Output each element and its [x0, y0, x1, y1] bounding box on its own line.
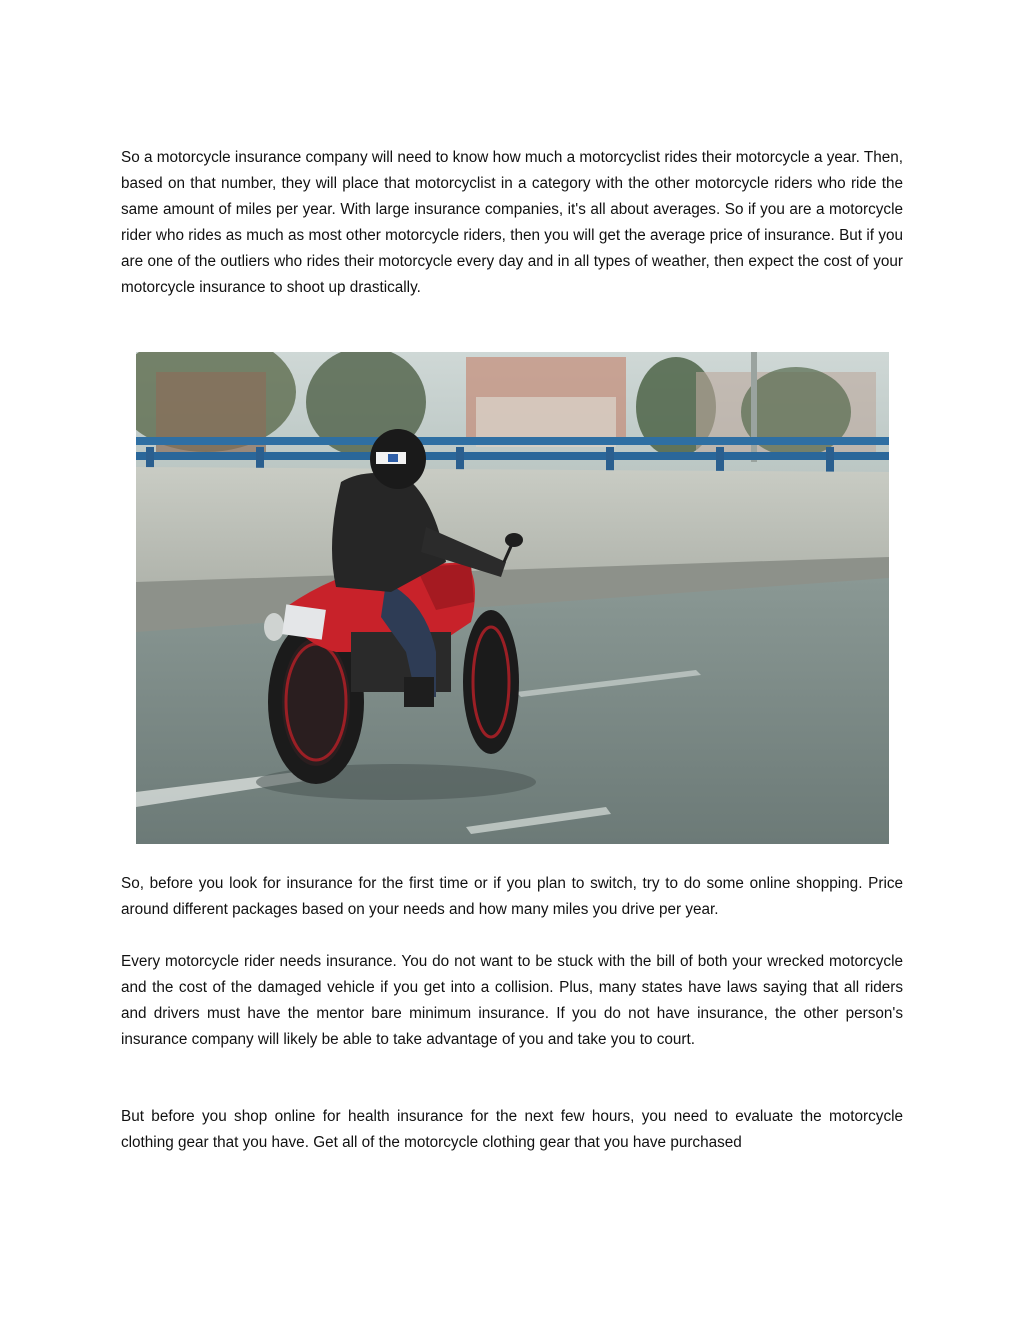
paragraph-1: So a motorcycle insurance company will need to know how much a motorcyclist rides their motorcycle a year. Then, based on that number, they will place that motorcyclist in a category with the other motorcycle riders who ride the same amount of miles per year. With large insurance companies, it's all about averages. So if you are a motorcycle rider who rides as much as most other motorcycle riders, then you will get the average price of insurance. But if you are one of the outliers who rides their motorcycle every day and in all types of weather, then expect the cost of your motorcycle insurance to shoot up drastically.	[121, 149, 903, 296]
motorcycle-rider-photo	[136, 352, 889, 844]
paragraph-2: So, before you look for insurance for the first time or if you plan to switch, try to do some online shopping. Price around different packages based on your needs and how many miles you drive per year.	[121, 875, 903, 918]
paragraph-4: But before you shop online for health insurance for the next few hours, you need to evaluate the motorcycle clothing gear that you have. Get all of the motorcycle clothing gear that you have purchased	[121, 1108, 903, 1151]
paragraph-3: Every motorcycle rider needs insurance. You do not want to be stuck with the bill of both your wrecked motorcycle and the cost of the damaged vehicle if you get into a collision. Plus, many states have laws saying that all riders and drivers must have the mentor bare minimum insurance. If you do not have insurance, the other person's insurance company will likely be able to take advantage of you and take you to court.	[121, 953, 903, 1048]
